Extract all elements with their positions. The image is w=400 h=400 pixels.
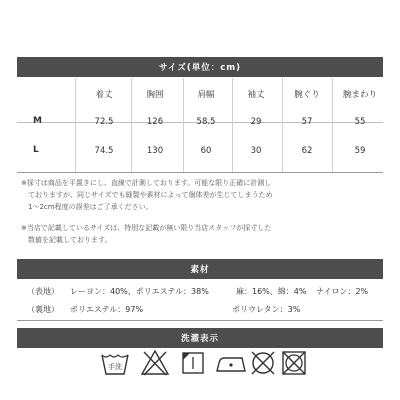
table-cell: 29 — [250, 117, 262, 127]
material-part-label: （表地） — [27, 287, 59, 296]
row-label-l: L — [33, 145, 39, 155]
line-dry-shade-icon — [180, 349, 206, 377]
table-cell: 74.5 — [94, 146, 114, 156]
material-item: ナイロン：2% — [316, 287, 369, 296]
material-header-label: 素材 — [190, 265, 210, 275]
material-item: ポリウレタン：3% — [232, 305, 301, 314]
size-table-bottom-border — [17, 172, 383, 173]
material-part-label: （裏地） — [27, 305, 59, 314]
material-item: ポリエステル：97% — [70, 305, 144, 314]
table-cell: 130 — [146, 146, 164, 156]
size-table-header — [17, 57, 383, 77]
note-line: ※当店で記載しているサイズは、特別な記載が無い限り当店スタッフが採寸した — [21, 224, 272, 232]
column-header-length: 着丈 — [95, 90, 113, 100]
no-tumble-dry-icon — [280, 349, 308, 377]
column-header-arm-circumference: 腕まわり — [342, 90, 377, 100]
column-divider — [332, 78, 333, 172]
no-bleach-icon — [140, 349, 170, 377]
care-header — [17, 328, 383, 348]
hand-wash-icon — [100, 349, 130, 377]
material-bottom-border — [17, 320, 383, 321]
no-dry-clean-icon — [249, 349, 277, 377]
care-header-label: 洗濯表示 — [180, 334, 219, 344]
hand-wash-label: 手洗 — [108, 363, 122, 371]
table-cell: 55 — [354, 117, 366, 127]
table-cell: 59 — [354, 146, 366, 156]
table-cell: 72.5 — [94, 117, 114, 127]
table-cell: 57 — [301, 117, 313, 127]
table-cell: 30 — [250, 146, 262, 156]
note-line: 1〜2cm程度の誤差はご了承ください。 — [28, 203, 153, 211]
iron-low-icon — [214, 349, 248, 377]
table-cell: 60 — [200, 146, 212, 156]
note-line: ※採寸は商品を平置きにし、直線で計測しております。可能な限り正確に計測し — [21, 179, 272, 187]
table-cell: 58.5 — [196, 117, 216, 127]
column-divider — [75, 78, 76, 172]
table-cell: 62 — [301, 146, 313, 156]
size-table-header-label: サイズ(単位：cm) — [159, 63, 241, 73]
material-item: レーヨン：40%、ポリエステル：38% — [70, 287, 209, 296]
note-line: 数値を記載しております。 — [28, 236, 112, 244]
material-header — [17, 259, 383, 279]
column-header-chest: 胸囲 — [146, 90, 164, 100]
note-line: ておりますが、同じサイズでも縫製や素材によって個体差が生じてしまうため — [28, 191, 273, 199]
column-header-armhole: 腕ぐり — [294, 90, 320, 100]
column-header-sleeve: 袖丈 — [247, 90, 265, 100]
row-label-m: M — [33, 116, 42, 126]
column-header-shoulder: 肩幅 — [197, 90, 215, 100]
table-cell: 126 — [146, 117, 164, 127]
material-item: 麻：16%、綿：4% — [236, 287, 307, 296]
